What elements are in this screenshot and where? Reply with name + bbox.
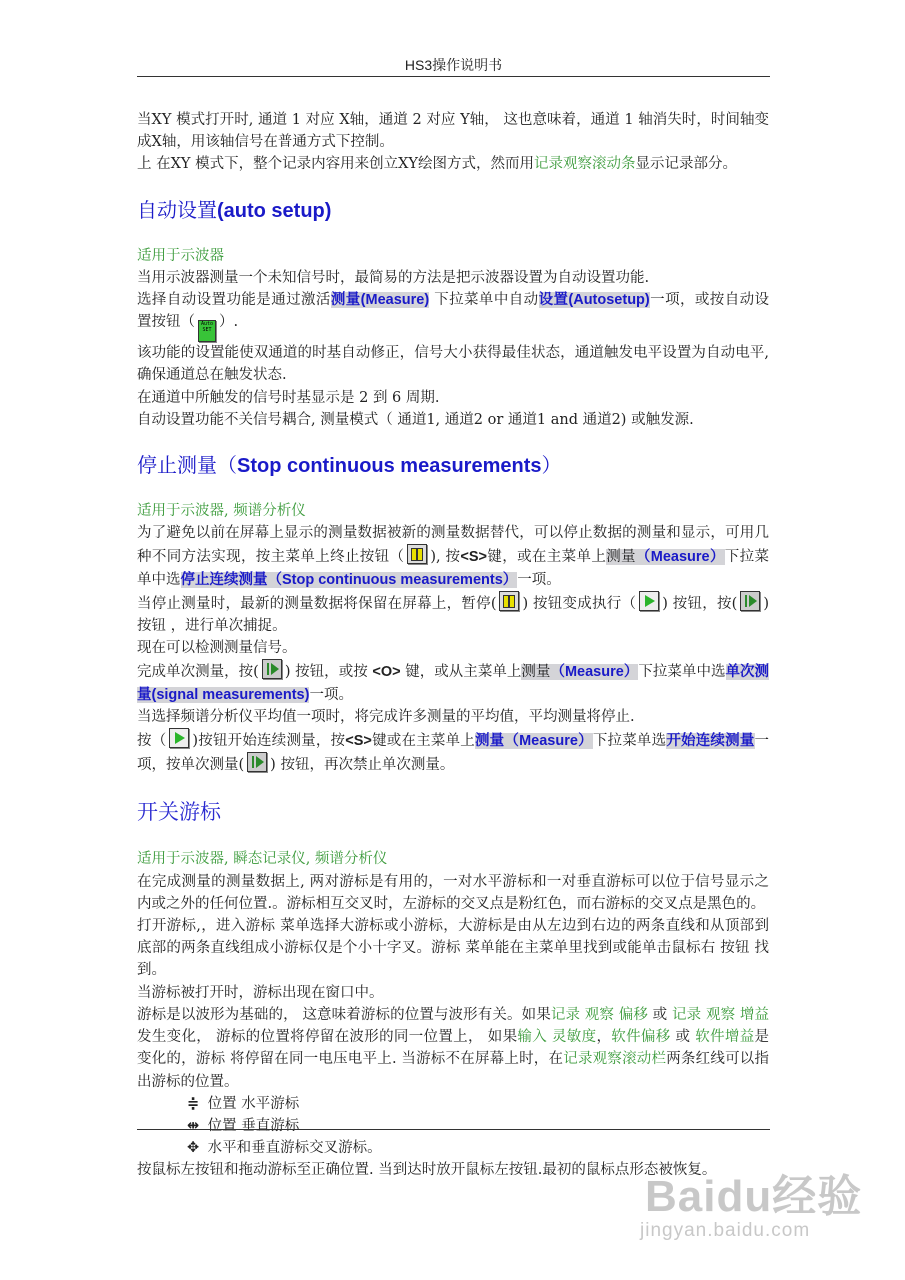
text: ) 按钮，再次禁止单次测量。: [270, 757, 455, 774]
highlighted-menu-item: 测量（Measure）: [474, 733, 593, 750]
paragraph: [137, 706, 769, 728]
text: ）: [541, 453, 562, 478]
text: 键，或从主菜单上: [400, 664, 522, 681]
text: ）.: [219, 314, 239, 331]
text: 或: [647, 1006, 673, 1023]
key-name: <O>: [372, 664, 401, 681]
baidu-watermark: [640, 1150, 880, 1260]
text: 位置 水平游标: [203, 1095, 300, 1112]
menu-reference: 软件偏移: [611, 1029, 671, 1046]
text: ) 按钮，或按: [284, 664, 373, 681]
menu-reference: 记录观察滚动条: [534, 156, 636, 173]
footer-divider: [137, 1129, 770, 1130]
text: 为了避免以前在屏幕上显示的测量数据被新的测量数据替代，可以停止数据的测量和显示，可用几种不同方法实现，按主菜单上终止按钮（: [137, 525, 769, 566]
paragraph: [137, 659, 769, 705]
horizontal-cursor-icon: ≑: [187, 1095, 200, 1112]
text: 下拉菜单中选: [137, 549, 769, 588]
text: 自动设置: [137, 197, 217, 222]
text: 一项，按单次测量(: [137, 733, 770, 774]
key-name: <S>: [460, 549, 488, 566]
paragraph: [137, 728, 769, 776]
text: 在通道中所触发的信号时基显示是 2 到 6 周期.: [137, 389, 440, 406]
menu-reference: 输入 灵敏度: [517, 1029, 597, 1046]
text: 下拉菜单选: [592, 733, 667, 750]
text: 自动设置功能不关信号耦合, 测量模式（ 通道1, 通道2 or 通道1 and 通道2) 或触发源.: [137, 411, 694, 428]
paragraph: [137, 982, 769, 1004]
section-heading: [137, 797, 769, 827]
run-button-icon: [639, 591, 659, 611]
text: 下拉菜单中选: [638, 664, 726, 681]
text: 开关游标: [137, 800, 221, 825]
paragraph: [137, 153, 769, 175]
text: 按鼠标左按钮和拖动游标至正确位置. 当到达时放开鼠标左按钮.最初的鼠标点形态被恢复。: [137, 1162, 717, 1179]
paragraph: [137, 387, 769, 409]
applies-to-note: [137, 500, 769, 522]
highlighted-menu-item: 测量(Measure): [330, 292, 430, 309]
text: 一项。: [309, 686, 353, 703]
text: ) 按钮，按(: [662, 595, 738, 612]
paragraph: [137, 267, 769, 289]
text: ) 按钮变成执行（: [522, 595, 637, 612]
paragraph: [137, 591, 769, 637]
menu-reference: 记录观察滚动栏: [563, 1051, 667, 1068]
text: 当选择频谱分析仪平均值一项时，将完成许多测量的平均值，平均测量将停止.: [137, 708, 635, 725]
text: 两条红线可以指出游标的位置。: [137, 1051, 770, 1090]
single-shot-button-icon: [262, 659, 282, 679]
single-shot-button-icon: [740, 591, 760, 611]
vertical-cursor-icon: ⇹: [187, 1117, 200, 1134]
run-button-icon: [169, 728, 189, 748]
text: 位置 垂直游标: [203, 1117, 300, 1134]
highlighted-menu-item: 测量: [606, 549, 636, 566]
highlighted-menu-item: 开始连续测量: [666, 733, 755, 750]
text: 一项。: [517, 571, 561, 588]
paragraph: [137, 1004, 769, 1093]
highlighted-menu-item: 设置(Autosetup): [538, 292, 650, 309]
text: ，: [596, 1029, 612, 1046]
paragraph: [137, 409, 769, 431]
document-body: [137, 109, 769, 1182]
text: 游标是以波形为基础的， 这意味着游标的位置与波形有关。如果: [137, 1006, 551, 1023]
text: 适用于示波器, 频谱分析仪: [137, 503, 306, 520]
text: ), 按: [430, 549, 461, 566]
paragraph: [137, 289, 769, 342]
autoset-button-icon: Auto SET: [198, 320, 216, 342]
text: 发生变化， 游标的位置将停留在波形的同一位置上， 如果: [137, 1029, 518, 1046]
text: 选择自动设置功能是通过激活: [137, 292, 331, 309]
text: 或: [670, 1029, 696, 1046]
paragraph: [137, 522, 769, 591]
text: 当停止测量时，最新的测量数据将保留在屏幕上，暂停(: [137, 595, 497, 612]
text: 下拉菜单中自动: [429, 292, 539, 309]
text: 键或在主菜单上: [371, 733, 475, 750]
section-heading: [137, 451, 769, 480]
section-heading: [137, 196, 769, 225]
highlighted-menu-item: 停止连续测量（Stop continuous measurements）: [180, 571, 518, 588]
text: )按钮开始连续测量，按: [192, 733, 346, 750]
text: 一项，或按自动设置按钮（: [137, 292, 770, 331]
text: 在完成测量的测量数据上, 两对游标是有用的，一对水平游标和一对垂直游标可以位于信号显示之内或之外的任何位置.。游标相互交叉时，左游标的交叉点是粉红色，而右游标的交叉点是黑色的。: [137, 873, 769, 912]
text: 按（: [137, 733, 167, 750]
highlighted-menu-item: 单次测量(signal measurements): [137, 664, 770, 703]
text: 上 在XY 模式下，整个记录内容用来创立XY绘图方式，然而用: [137, 156, 535, 173]
text: 适用于示波器, 瞬态记录仪, 频谱分析仪: [137, 851, 388, 868]
text: 打开游标,，进入游标 菜单选择大游标或小游标，大游标是由从左边到右边的两条直线和从顶部到底部的两条直线组成小游标仅是个小十字叉。游标 菜单能在主菜单里找到或能单击鼠标右 按钮 找到。: [137, 918, 769, 979]
paragraph: [187, 1093, 769, 1115]
text: 当游标被打开时，游标出现在窗口中。: [137, 984, 384, 1001]
watermark-logo: Baidu经验: [645, 1172, 863, 1221]
menu-reference: 记录 观察 增益: [672, 1006, 770, 1023]
menu-reference: 记录 观察 偏移: [550, 1006, 648, 1023]
text: (auto setup): [217, 199, 332, 222]
text: 现在可以检测测量信号。: [137, 640, 297, 657]
page-header-title: HS3操作说明书: [404, 57, 503, 73]
paragraph: [137, 109, 769, 153]
highlighted-menu-item: 测量: [521, 664, 551, 681]
highlighted-menu-item: （Measure）: [550, 664, 639, 681]
header-divider: [137, 76, 770, 77]
text: 当XY 模式打开时, 通道 1 对应 X轴，通道 2 对应 Y轴， 这也意味着，通道 1 轴消失时，时间轴变成X轴，用该轴信号在普通方式下控制。: [137, 112, 769, 151]
paragraph: [137, 637, 769, 659]
pause-button-icon: [407, 544, 427, 564]
single-shot-button-icon: [247, 752, 267, 772]
paragraph: [137, 871, 769, 915]
paragraph: [137, 342, 769, 386]
text: 适用于示波器: [137, 247, 224, 264]
menu-reference: 软件增益: [695, 1029, 755, 1046]
text: 当用示波器测量一个未知信号时，最简易的方法是把示波器设置为自动设置功能.: [137, 269, 650, 286]
cross-cursor-icon: ✥: [187, 1140, 200, 1157]
text: ) 按钮 ，进行单次捕捉。: [137, 595, 770, 635]
highlighted-menu-item: （Measure）: [635, 549, 725, 566]
paragraph: [187, 1115, 769, 1137]
watermark-url: jingyan.baidu.com: [640, 1220, 811, 1241]
pause-button-icon: [499, 591, 519, 611]
text: 水平和垂直游标交叉游标。: [203, 1140, 382, 1157]
text: 完成单次测量，按(: [137, 664, 259, 681]
text: Stop continuous measurements: [237, 455, 542, 478]
key-name: <S>: [345, 733, 372, 750]
paragraph: [137, 915, 769, 982]
applies-to-note: [137, 245, 769, 267]
text: 键，或在主菜单上: [487, 549, 607, 566]
text: 该功能的设置能使双通道的时基自动修正，信号大小获得最佳状态，通道触发电平设置为自动电平, 确保通道总在触发状态.: [137, 345, 769, 384]
text: 停止测量（: [137, 453, 237, 478]
applies-to-note: [137, 848, 769, 870]
text: 是变化的，游标 将停留在同一电压电平上. 当游标不在屏幕上时，在: [137, 1029, 770, 1068]
text: 显示记录部分。: [635, 156, 738, 173]
